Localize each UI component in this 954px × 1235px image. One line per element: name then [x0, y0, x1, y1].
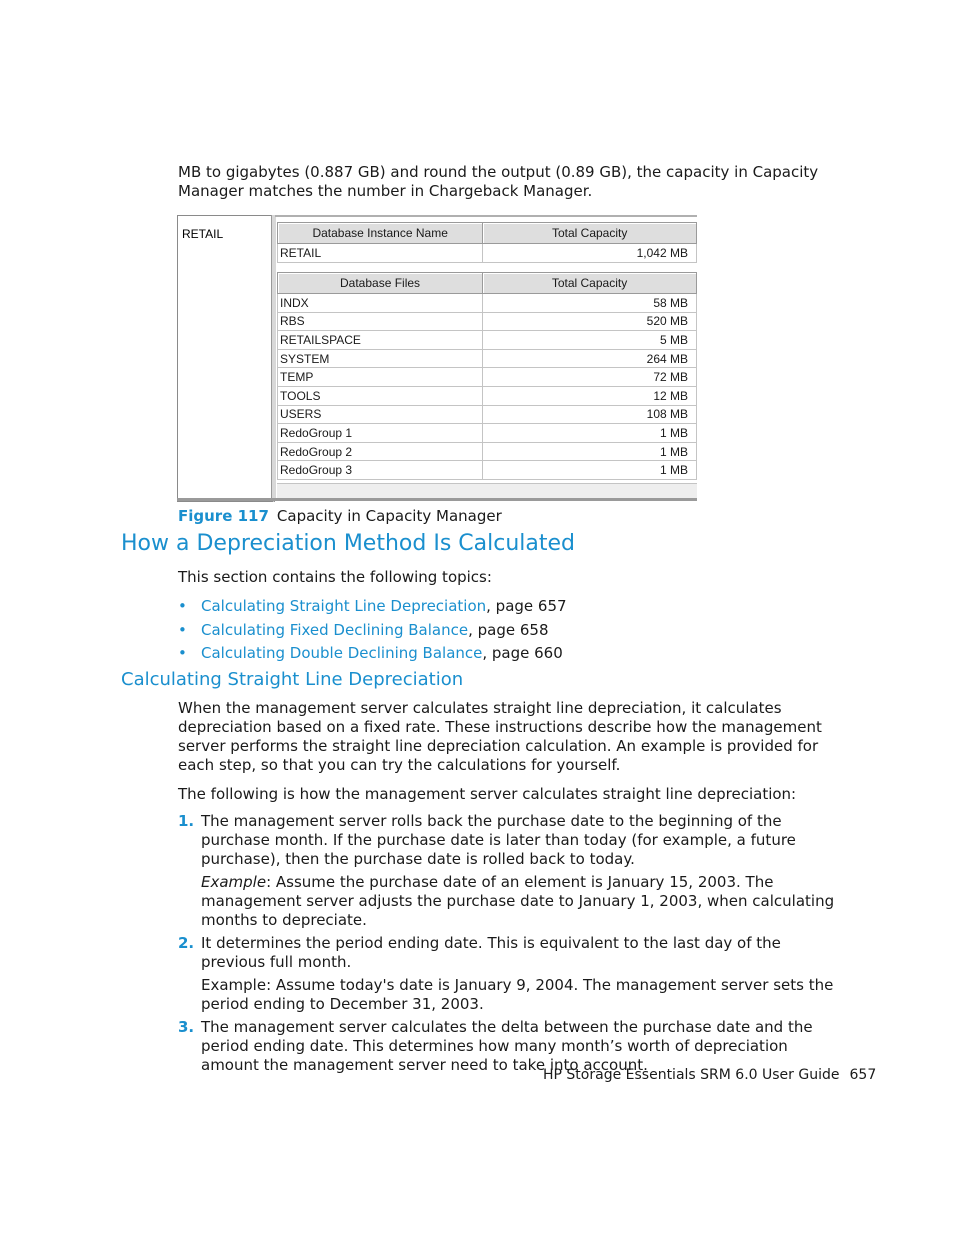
step-text: It determines the period ending date. This is equivalent to the last day of the previous full month. [201, 934, 781, 971]
files-table [277, 272, 697, 480]
list-item [178, 595, 567, 619]
instance-tree-pane [177, 215, 275, 502]
file-capacity-cell: 58 MB [483, 294, 697, 313]
table-empty-area [277, 483, 697, 498]
table-row [278, 368, 697, 387]
file-capacity-cell: 1 MB [483, 424, 697, 443]
page-ref: , page 657 [486, 597, 567, 615]
page-ref: , page 660 [482, 644, 563, 662]
file-name-cell: RBS [278, 312, 483, 331]
topic-list [178, 595, 567, 666]
instance-table [277, 222, 697, 263]
table-row [278, 442, 697, 461]
step-example [201, 873, 843, 930]
step-number: 3. [178, 1018, 195, 1036]
file-capacity-cell: 1 MB [483, 442, 697, 461]
file-name-cell: RedoGroup 2 [278, 442, 483, 461]
steps-list [178, 812, 843, 1079]
column-header-instance-name[interactable]: Database Instance Name [278, 223, 483, 244]
column-header-total-capacity[interactable]: Total Capacity [483, 273, 697, 294]
table-row [278, 386, 697, 405]
file-capacity-cell: 108 MB [483, 405, 697, 424]
link-double-declining[interactable]: Calculating Double Declining Balance [201, 644, 483, 662]
step-number: 1. [178, 812, 195, 830]
tree-node-retail[interactable]: RETAIL [182, 227, 224, 241]
step-text: The management server calculates the delta between the purchase date and the period ending date. This determines how many month’s worth of depreciation amount the management server need to take into account. [201, 1018, 813, 1074]
bullet-icon: • [178, 644, 187, 662]
link-fixed-declining[interactable]: Calculating Fixed Declining Balance [201, 620, 469, 639]
table-row [278, 294, 697, 313]
file-capacity-cell: 264 MB [483, 349, 697, 368]
body-paragraph: The following is how the management server calculates straight line depreciation: [178, 785, 797, 803]
step-item [178, 812, 843, 930]
list-item [178, 642, 567, 666]
column-header-total-capacity[interactable]: Total Capacity [483, 223, 697, 244]
page-ref: , page 658 [468, 620, 549, 639]
file-name-cell: TOOLS [278, 386, 483, 405]
file-capacity-cell: 12 MB [483, 386, 697, 405]
section-title: How a Depreciation Method Is Calculated [121, 531, 575, 556]
table-row [278, 424, 697, 443]
table-row [278, 331, 697, 350]
step-example: Example: Assume today's date is January 9, 2004. The management server sets the period ending to December 31, 2003. [201, 976, 834, 1013]
link-straight-line[interactable]: Calculating Straight Line Depreciation [201, 597, 487, 615]
file-name-cell: RedoGroup 1 [278, 424, 483, 443]
page-footer [543, 1067, 876, 1083]
file-name-cell: INDX [278, 294, 483, 313]
bottom-border [177, 498, 697, 501]
figure-caption [178, 507, 502, 526]
table-row [278, 405, 697, 424]
file-name-cell: TEMP [278, 368, 483, 387]
figure-caption-text: Capacity in Capacity Manager [276, 507, 502, 525]
subsection-title: Calculating Straight Line Depreciation [121, 669, 464, 690]
table-row [278, 244, 697, 263]
step-number: 2. [178, 934, 195, 952]
file-capacity-cell: 520 MB [483, 312, 697, 331]
bullet-icon: • [178, 620, 187, 639]
table-row [278, 312, 697, 331]
topics-intro: This section contains the following topics: [178, 568, 492, 586]
body-paragraph: When the management server calculates straight line depreciation, it calculates depreciation based on a fixed rate. These instructions describe how the management server performs the straight line depreciation calculation. An example is provided for each step, so that you can try the calculations for yourself. [178, 699, 822, 774]
file-name-cell: RETAILSPACE [278, 331, 483, 350]
example-label: Example [201, 873, 267, 891]
example-text: : Assume the purchase date of an element is January 15, 2003. The management server adjusts the purchase date to January 1, 2003, when calculating months to depreciate. [201, 873, 835, 929]
file-capacity-cell: 72 MB [483, 368, 697, 387]
top-border [275, 215, 697, 217]
step-item [178, 934, 843, 1014]
instance-name-cell: RETAIL [278, 244, 483, 263]
step-text: The management server rolls back the purchase date to the beginning of the purchase month. If the purchase date is later than today (for example, a future purchase), then the purchase date is rolled back to today. [201, 812, 796, 868]
file-name-cell: USERS [278, 405, 483, 424]
table-row [278, 349, 697, 368]
page-number: 657 [849, 1067, 877, 1083]
file-capacity-cell: 1 MB [483, 461, 697, 480]
instance-capacity-cell: 1,042 MB [483, 244, 697, 263]
column-header-database-files[interactable]: Database Files [278, 273, 483, 294]
guide-title: HP Storage Essentials SRM 6.0 User Guide [543, 1067, 840, 1083]
file-capacity-cell: 5 MB [483, 331, 697, 350]
intro-paragraph: MB to gigabytes (0.887 GB) and round the output (0.89 GB), the capacity in Capacity Manager matches the number in Chargeback Manager. [178, 163, 819, 200]
table-row [278, 461, 697, 480]
file-name-cell: SYSTEM [278, 349, 483, 368]
file-name-cell: RedoGroup 3 [278, 461, 483, 480]
bullet-icon: • [178, 597, 187, 615]
capacity-manager-screenshot [177, 215, 697, 502]
list-item [178, 619, 567, 643]
splitter[interactable] [271, 215, 276, 500]
figure-label: Figure 117 [178, 507, 269, 525]
